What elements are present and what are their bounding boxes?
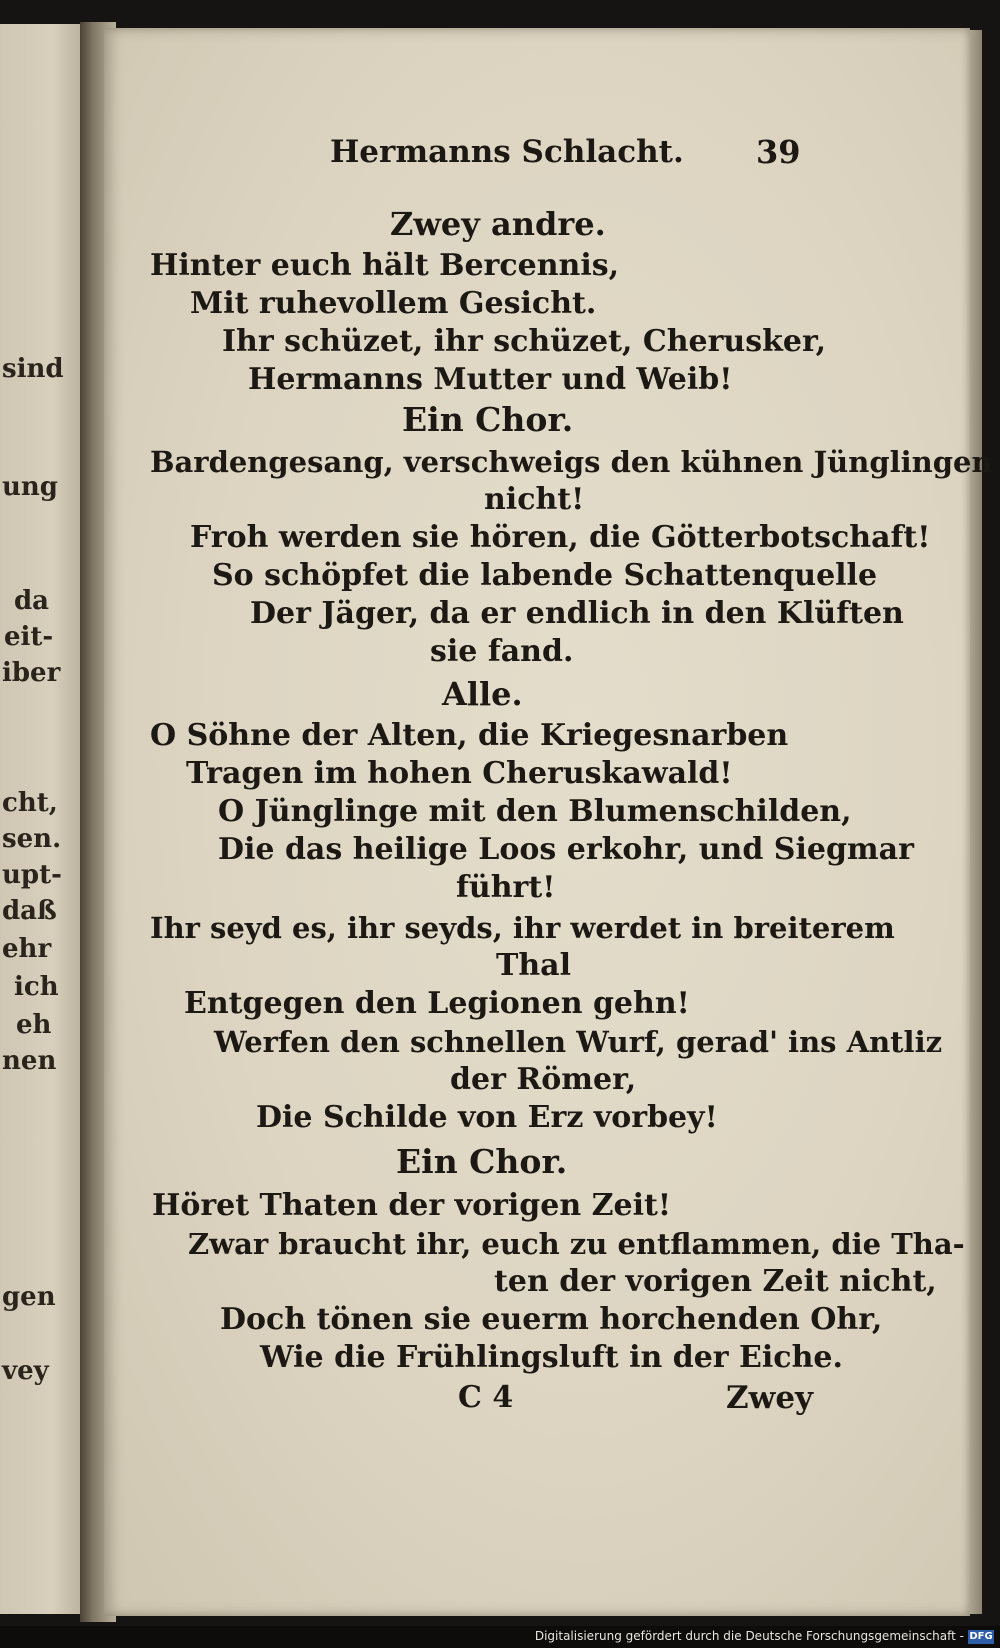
verse-line: Der Jäger, da er endlich in den Klüften [250, 596, 904, 631]
verse-line: O Söhne der Alten, die Kriegesnarben [150, 718, 789, 753]
verse-line: führt! [456, 870, 556, 905]
catchword: Zwey [726, 1380, 814, 1416]
left-page [0, 24, 88, 1614]
left-fragment: gen [2, 1282, 56, 1312]
verse-line: der Römer, [450, 1062, 637, 1097]
running-title: Hermanns Schlacht. [330, 134, 684, 170]
verse-line: Doch tönen sie euerm horchenden Ohr, [220, 1302, 883, 1337]
verse-line: Froh werden sie hören, die Götterbotschaft! [190, 520, 931, 555]
verse-line: Mit ruhevollem Gesicht. [190, 286, 597, 321]
verse-line: Tragen im hohen Cheruskawald! [186, 756, 733, 791]
verse-line: Hinter euch hält Bercennis, [150, 248, 620, 283]
left-fragment: eit- [4, 622, 54, 652]
left-fragment: ehr [2, 934, 52, 964]
verse-line: Ihr seyd es, ihr seyds, ihr werdet in breiterem [150, 911, 895, 945]
dfg-logo: DFG [969, 1631, 993, 1642]
verse-line: Werfen den schnellen Wurf, gerad' ins Antliz [214, 1025, 943, 1059]
verse-line: Die das heilige Loos erkohr, und Siegmar [218, 832, 914, 867]
verse-line: nicht! [484, 482, 585, 517]
left-fragment: iber [2, 658, 61, 688]
left-fragment: eh [16, 1010, 52, 1040]
left-fragment: cht, [2, 788, 58, 818]
left-fragment: sen. [2, 824, 62, 854]
left-fragment: daß [2, 896, 57, 926]
left-fragment: sind [2, 354, 64, 384]
verse-line: Thal [496, 948, 571, 983]
signature-mark: C 4 [458, 1380, 514, 1415]
verse-line: Entgegen den Legionen gehn! [184, 986, 690, 1021]
speaker-heading: Ein Chor. [396, 1142, 568, 1181]
left-fragment: upt- [2, 860, 62, 890]
verse-line: Zwar braucht ihr, euch zu entflammen, die Tha- [188, 1227, 965, 1261]
speaker-heading: Ein Chor. [402, 400, 574, 439]
speaker-heading: Zwey andre. [390, 205, 606, 243]
verse-line: sie fand. [430, 634, 574, 669]
verse-line: Ihr schüzet, ihr schüzet, Cherusker, [222, 324, 827, 359]
verse-line: Wie die Frühlingsluft in der Eiche. [260, 1340, 843, 1375]
left-fragment: ung [2, 472, 58, 502]
left-fragment: ich [14, 972, 59, 1002]
verse-line: Die Schilde von Erz vorbey! [256, 1100, 718, 1135]
digitization-notice: Digitalisierung gefördert durch die Deutsche Forschungsgemeinschaft - [534, 1629, 964, 1643]
left-fragment: da [14, 586, 50, 616]
left-fragment: vey [2, 1356, 49, 1386]
verse-line: So schöpfet die labende Schattenquelle [212, 558, 878, 593]
verse-line: Bardengesang, verschweigs den kühnen Jünglingen [150, 445, 993, 479]
page-number: 39 [756, 133, 801, 171]
verse-line: Hermanns Mutter und Weib! [248, 362, 733, 397]
right-page [104, 28, 993, 1616]
speaker-heading: Alle. [442, 675, 523, 713]
verse-line: Höret Thaten der vorigen Zeit! [152, 1188, 672, 1223]
verse-line: ten der vorigen Zeit nicht, [494, 1264, 937, 1299]
verse-line: O Jünglinge mit den Blumenschilden, [218, 794, 852, 829]
left-fragment: nen [2, 1046, 57, 1076]
